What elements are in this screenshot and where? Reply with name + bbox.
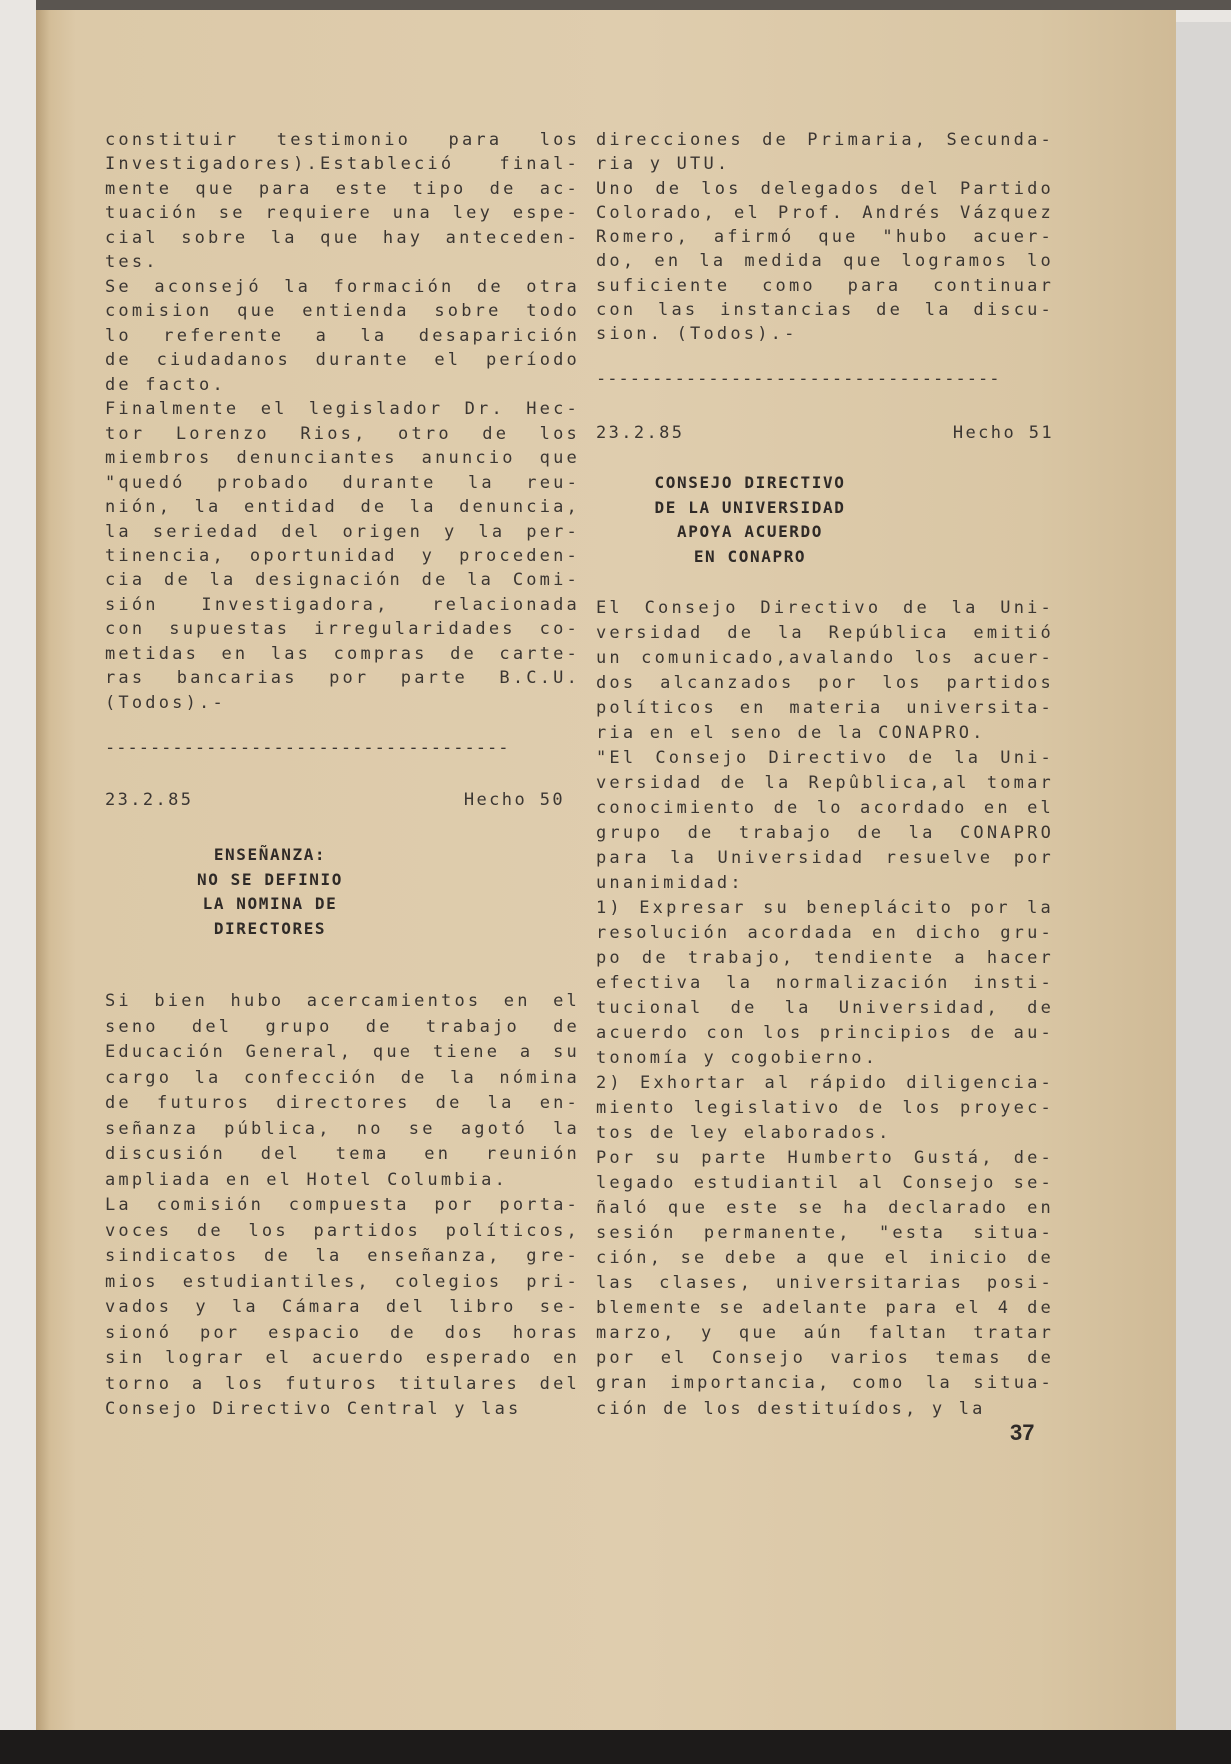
text-line: dos alcanzados por los partidos	[596, 673, 1054, 694]
article-51-date: 23.2.85	[596, 423, 685, 443]
text-line: Romero, afirmó que "hubo acuer-	[596, 227, 1054, 247]
text-line: blemente se adelante para el 4 de	[596, 1298, 1054, 1319]
article-50-header	[105, 790, 565, 810]
text-line: tos de ley elaborados.	[596, 1123, 892, 1144]
scan-bottom-edge	[0, 1730, 1231, 1764]
headline-line: CONSEJO DIRECTIVO	[654, 473, 846, 492]
text-line: tuación se requiere una ley espe-	[105, 203, 580, 224]
left-separator: ------------------------------------	[105, 738, 510, 758]
text-line: versidad de la República emitió	[596, 623, 1054, 644]
text-line: ñaló que este se ha declarado en	[596, 1198, 1054, 1219]
text-line: efectiva la normalización insti-	[596, 973, 1054, 994]
text-line: Uno de los delegados del Partido	[596, 178, 1054, 199]
text-line: ampliada en el Hotel Columbia.	[105, 1169, 509, 1190]
article-50-date: 23.2.85	[105, 790, 194, 810]
text-line: las clases, universitarias posi-	[596, 1273, 1054, 1294]
article-51-headline	[600, 471, 900, 569]
text-line: de ciudadanos durante el período	[105, 350, 580, 371]
text-line: cial sobre la que hay anteceden-	[105, 227, 580, 248]
text-line: de facto.	[105, 374, 226, 395]
text-line: grupo de trabajo de la CONAPRO	[596, 823, 1054, 844]
text-line: con las instancias de la discu-	[596, 299, 1054, 320]
text-line: acuerdo con los principios de au-	[596, 1023, 1054, 1044]
text-line: Colorado, el Prof. Andrés Vázquez	[596, 202, 1054, 223]
text-line: mios estudiantiles, colegios pri-	[105, 1271, 580, 1292]
text-line: resolución acordada en dicho gru-	[596, 923, 1054, 944]
article-50-body	[105, 989, 580, 1423]
text-line: Se aconsejó la formación de otra	[105, 276, 580, 297]
article-51-number: Hecho 51	[952, 423, 1054, 443]
article-51-body	[596, 596, 1054, 1422]
text-line: por el Consejo varios temas de	[596, 1348, 1054, 1369]
text-line: ción de los destituídos, y la	[596, 1398, 986, 1419]
text-line: de futuros directores de la en-	[105, 1093, 580, 1113]
right-separator: ------------------------------------	[596, 369, 1001, 389]
text-line: comision que entienda sobre todo	[105, 301, 580, 322]
headline-line: DE LA UNIVERSIDAD	[654, 497, 846, 517]
text-line: ción, se debe a que el inicio de	[596, 1248, 1054, 1269]
text-line: miembros denunciantes anuncio que	[105, 448, 580, 469]
text-line: tinencia, oportunidad y proceden-	[105, 545, 580, 566]
text-line: unanimidad:	[596, 873, 744, 894]
text-line: tucional de la Universidad, de	[596, 998, 1054, 1019]
text-line: sión Investigadora, relacionada	[105, 594, 580, 615]
text-line: Educación General, que tiene a su	[105, 1042, 580, 1062]
text-line: con supuestas irregularidades co-	[105, 619, 580, 640]
headline-line: LA NOMINA DE	[202, 894, 338, 913]
headline-line: NO SE DEFINIO	[196, 869, 344, 889]
headline-line: ENSEÑANZA:	[213, 845, 327, 864]
text-line: tor Lorenzo Rios, otro de los	[105, 423, 580, 444]
text-line: Investigadores).Estableció final-	[105, 154, 580, 175]
text-line: torno a los futuros titulares del	[105, 1373, 580, 1394]
article-50-headline	[140, 843, 400, 941]
text-line: tonomía y cogobierno.	[596, 1048, 879, 1069]
text-line: Si bien hubo acercamientos en el	[105, 991, 580, 1011]
text-line: constituir testimonio para los	[105, 130, 580, 150]
text-line: voces de los partidos políticos,	[105, 1220, 580, 1241]
text-line: versidad de la Repûblica,al tomar	[596, 773, 1054, 794]
text-line: metidas en las compras de carte-	[105, 643, 580, 664]
text-line: (Todos).-	[105, 692, 226, 713]
article-51-header	[596, 423, 1054, 443]
headline-line: APOYA ACUERDO	[676, 522, 824, 541]
text-line: la seriedad del origen y la per-	[105, 521, 580, 542]
text-line: gran importancia, como la situa-	[596, 1373, 1054, 1394]
text-line: Finalmente el legislador Dr. Hec-	[105, 399, 580, 420]
page-number: 37	[1010, 1420, 1035, 1445]
text-line: discusión del tema en reunión	[105, 1144, 580, 1164]
text-line: marzo, y que aún faltan tratar	[596, 1323, 1054, 1344]
text-line: nión, la entidad de la denuncia,	[105, 497, 580, 518]
text-line: do, en la medida que logramos lo	[596, 251, 1054, 272]
text-line: po de trabajo, tendiente a hacer	[596, 948, 1054, 969]
scan-right-margin	[1176, 22, 1231, 1742]
text-line: "El Consejo Directivo de la Uni-	[596, 748, 1054, 769]
headline-line: EN CONAPRO	[693, 546, 807, 566]
text-line: sin lograr el acuerdo esperado en	[105, 1348, 580, 1368]
text-line: sionó por espacio de dos horas	[105, 1322, 580, 1343]
text-line: lo referente a la desaparición	[105, 325, 580, 346]
left-article-continuation	[105, 128, 580, 715]
text-line: ria y UTU.	[596, 154, 731, 175]
text-line: sindicatos de la enseñanza, gre-	[105, 1246, 580, 1266]
text-line: Por su parte Humberto Gustá, de-	[596, 1148, 1054, 1169]
text-line: ras bancarias por parte B.C.U.	[105, 668, 580, 689]
headline-line: DIRECTORES	[213, 918, 327, 938]
text-line: sesión permanente, "esta situa-	[596, 1223, 1054, 1244]
text-line: "quedó probado durante la reu-	[105, 472, 580, 493]
text-line: suficiente como para continuar	[596, 275, 1054, 296]
text-line: La comisión compuesta por porta-	[105, 1195, 580, 1215]
right-article-continuation	[596, 128, 1054, 346]
text-line: cia de la designación de la Comi-	[105, 570, 580, 591]
text-line: direcciones de Primaria, Secunda-	[596, 130, 1054, 150]
text-line: conocimiento de lo acordado en el	[596, 798, 1054, 819]
text-line: Consejo Directivo Central y las	[105, 1399, 522, 1419]
text-line: políticos en materia universita-	[596, 698, 1054, 719]
article-50-number: Hecho 50	[463, 790, 565, 810]
text-line: señanza pública, no se agotó la	[105, 1118, 580, 1139]
text-line: vados y la Cámara del libro se-	[105, 1297, 580, 1317]
text-line: ria en el seno de la CONAPRO.	[596, 723, 986, 744]
text-line: 1) Expresar su beneplácito por la	[596, 898, 1054, 919]
text-line: un comunicado,avalando los acuer-	[596, 648, 1054, 669]
text-line: sion. (Todos).-	[596, 324, 798, 344]
text-line: mente que para este tipo de ac-	[105, 178, 580, 199]
text-line: miento legislativo de los proyec-	[596, 1098, 1054, 1119]
scan-top-edge	[36, 0, 1231, 10]
text-line: para la Universidad resuelve por	[596, 848, 1054, 869]
text-line: 2) Exhortar al rápido diligencia-	[596, 1073, 1054, 1094]
text-line: tes.	[105, 252, 159, 273]
text-line: legado estudiantil al Consejo se-	[596, 1173, 1054, 1194]
text-line: cargo la confección de la nómina	[105, 1067, 580, 1088]
text-line: seno del grupo de trabajo de	[105, 1016, 580, 1037]
text-line: El Consejo Directivo de la Uni-	[596, 598, 1054, 618]
